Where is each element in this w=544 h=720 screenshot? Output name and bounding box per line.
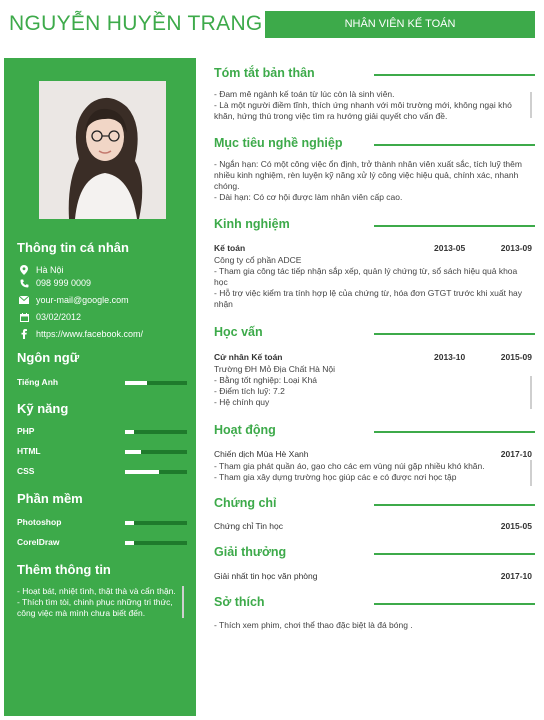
software-level-bar: [125, 541, 187, 545]
skill-item: [17, 466, 187, 478]
software-item: [17, 537, 187, 549]
website-item: [17, 329, 143, 339]
envelope-icon: [17, 296, 31, 304]
email-item: [17, 295, 129, 305]
skill-level-fill: [125, 430, 134, 434]
language-level-bar: [125, 381, 187, 385]
education-degree: Cử nhân Kế toán: [214, 352, 283, 362]
experience-line: - Tham gia công tác tiếp nhận sắp xếp, quản lý chứng từ, sổ sách hiệu quả khoa: [214, 266, 518, 276]
objective-line: - Dài hạn: Có cơ hội được làm nhân viên cấp cao.: [214, 192, 403, 202]
objective-heading: Mục tiêu nghề nghiệp: [214, 136, 343, 150]
experience-position: Kế toán: [214, 243, 246, 253]
education-line: - Bằng tốt nghiệp: Loại Khá: [214, 375, 318, 385]
hobbies-heading: Sở thích: [214, 595, 265, 609]
hobbies-divider: [374, 603, 535, 605]
skills-heading: Kỹ năng: [17, 401, 69, 416]
activity-line: - Tham gia xây dựng trường học giúp các e có được nơi học tập: [214, 472, 457, 482]
skill-level-fill: [125, 470, 159, 474]
language-item: [17, 377, 187, 389]
calendar-icon: [17, 313, 31, 322]
summary-line: - Đam mê ngành kế toán từ lúc còn là sinh viên.: [214, 89, 395, 99]
activities-scrollbar[interactable]: [530, 460, 532, 486]
email-text[interactable]: your-mail@google.com: [36, 295, 129, 305]
education-line: - Hệ chính quy: [214, 397, 270, 407]
award-name: Giải nhất tin học văn phòng: [214, 571, 318, 581]
experience-heading: Kinh nghiệm: [214, 217, 290, 231]
awards-divider: [374, 553, 535, 555]
activity-line: - Tham gia phát quần áo, gạo cho các em vùng núi gặp nhiều khó khăn.: [214, 461, 485, 471]
languages-heading: Ngôn ngữ: [17, 350, 80, 365]
profile-photo: [39, 81, 166, 219]
address-text: Hà Nội: [36, 265, 64, 275]
certificates-divider: [374, 504, 535, 506]
education-text: [214, 364, 532, 408]
language-name: Tiếng Anh: [17, 377, 59, 387]
other-info-line: - Thích tìm tòi, chinh phục những tri thức,: [17, 597, 173, 607]
skill-item: [17, 426, 187, 438]
sidebar-scrollbar[interactable]: [182, 586, 184, 618]
skill-level-bar: [125, 450, 187, 454]
education-divider: [374, 333, 535, 335]
software-level-bar: [125, 521, 187, 525]
education-line: Trường ĐH Mỏ Địa Chất Hà Nội: [214, 364, 336, 374]
objective-text: [214, 159, 532, 203]
education-start: 2013-10: [434, 352, 466, 362]
certificate-name: Chứng chỉ Tin học: [214, 521, 284, 531]
software-name: Photoshop: [17, 517, 62, 527]
other-info-line: công việc mà mình chưa biết đến.: [17, 608, 146, 618]
summary-heading: Tóm tắt bản thân: [214, 66, 315, 80]
summary-line: khăn, hứng thú trong việc tìm ra hướng giải quyết cho vấn đề.: [214, 111, 448, 121]
experience-text: [214, 255, 532, 310]
other-info-line: - Hoạt bát, nhiệt tình, thật thà và cẩn thận.: [17, 586, 176, 596]
experience-line: học: [214, 277, 228, 287]
website-text[interactable]: https://www.facebook.com/: [36, 329, 144, 339]
activities-text: [214, 461, 532, 483]
certificate-row: [214, 521, 532, 531]
education-line: - Điểm tích luỹ: 7.2: [214, 386, 285, 396]
software-level-fill: [125, 541, 134, 545]
certificates-heading: Chứng chỉ: [214, 496, 277, 510]
award-year: 2017-10: [500, 571, 532, 581]
skill-item: [17, 446, 187, 458]
activities-divider: [374, 431, 535, 433]
software-heading: Phần mềm: [17, 491, 83, 506]
candidate-name: NGUYỄN HUYỀN TRANG: [9, 12, 263, 35]
summary-line: - Là một người điềm tĩnh, thích ứng nhanh với môi trường mới, không ngại khó: [214, 100, 512, 110]
certificate-year: 2015-05: [500, 521, 532, 531]
birthday-text: 03/02/2012: [36, 312, 82, 322]
phone-icon: [17, 279, 31, 288]
skill-name: PHP: [17, 426, 35, 436]
phone-text: 098 999 0009: [36, 278, 92, 288]
education-end: 2015-09: [500, 352, 532, 362]
objective-divider: [374, 144, 535, 146]
activity-name: Chiến dịch Mùa Hè Xanh: [214, 449, 309, 459]
facebook-icon: [17, 329, 31, 339]
software-name: CorelDraw: [17, 537, 60, 547]
awards-heading: Giải thưởng: [214, 545, 287, 559]
software-item: [17, 517, 187, 529]
summary-text: [214, 89, 532, 122]
experience-end: 2013-09: [500, 243, 532, 253]
skill-level-bar: [125, 470, 187, 474]
skill-name: HTML: [17, 446, 41, 456]
birthday-item: [17, 312, 81, 322]
experience-line: - Hỗ trợ việc kiểm tra tính hợp lệ của chứng từ, hóa đơn GTGT trước khi xuất hay: [214, 288, 523, 298]
experience-line: nhận: [214, 299, 233, 309]
skill-name: CSS: [17, 466, 35, 476]
language-level-fill: [125, 381, 147, 385]
award-row: [214, 571, 532, 581]
experience-row: [214, 243, 532, 253]
experience-start: 2013-05: [434, 243, 466, 253]
summary-divider: [374, 74, 535, 76]
objective-line: chóng.: [214, 181, 240, 191]
experience-line: Công ty cổ phần ADCE: [214, 255, 302, 265]
location-pin-icon: [17, 265, 31, 275]
address-item: [17, 265, 64, 275]
other-info-text: [17, 586, 183, 619]
education-row: [214, 352, 532, 362]
skill-level-bar: [125, 430, 187, 434]
activities-row: [214, 449, 532, 459]
education-scrollbar[interactable]: [530, 376, 532, 409]
objective-line: - Ngắn hạn: Có một công việc ổn định, trở thành nhân viên xuất sắc, tích luỹ thêm: [214, 159, 522, 169]
experience-divider: [374, 225, 535, 227]
other-info-heading: Thêm thông tin: [17, 562, 111, 577]
skill-level-fill: [125, 450, 141, 454]
hobbies-text: - Thích xem phim, chơi thể thao đặc biệt là đá bóng .: [214, 620, 413, 630]
sidebar: [4, 58, 196, 716]
summary-scrollbar[interactable]: [530, 92, 532, 118]
education-heading: Học vấn: [214, 325, 263, 339]
job-title-badge: NHÂN VIÊN KẾ TOÁN: [265, 11, 535, 38]
personal-info-heading: Thông tin cá nhân: [17, 240, 129, 255]
activity-year: 2017-10: [500, 449, 532, 459]
objective-line: nhiều kinh nghiệm, rèn luyện kỹ năng xử lý công việc hiệu quả, chính xác, nhanh: [214, 170, 519, 180]
phone-item: [17, 278, 91, 288]
activities-heading: Hoạt động: [214, 423, 276, 437]
software-level-fill: [125, 521, 134, 525]
